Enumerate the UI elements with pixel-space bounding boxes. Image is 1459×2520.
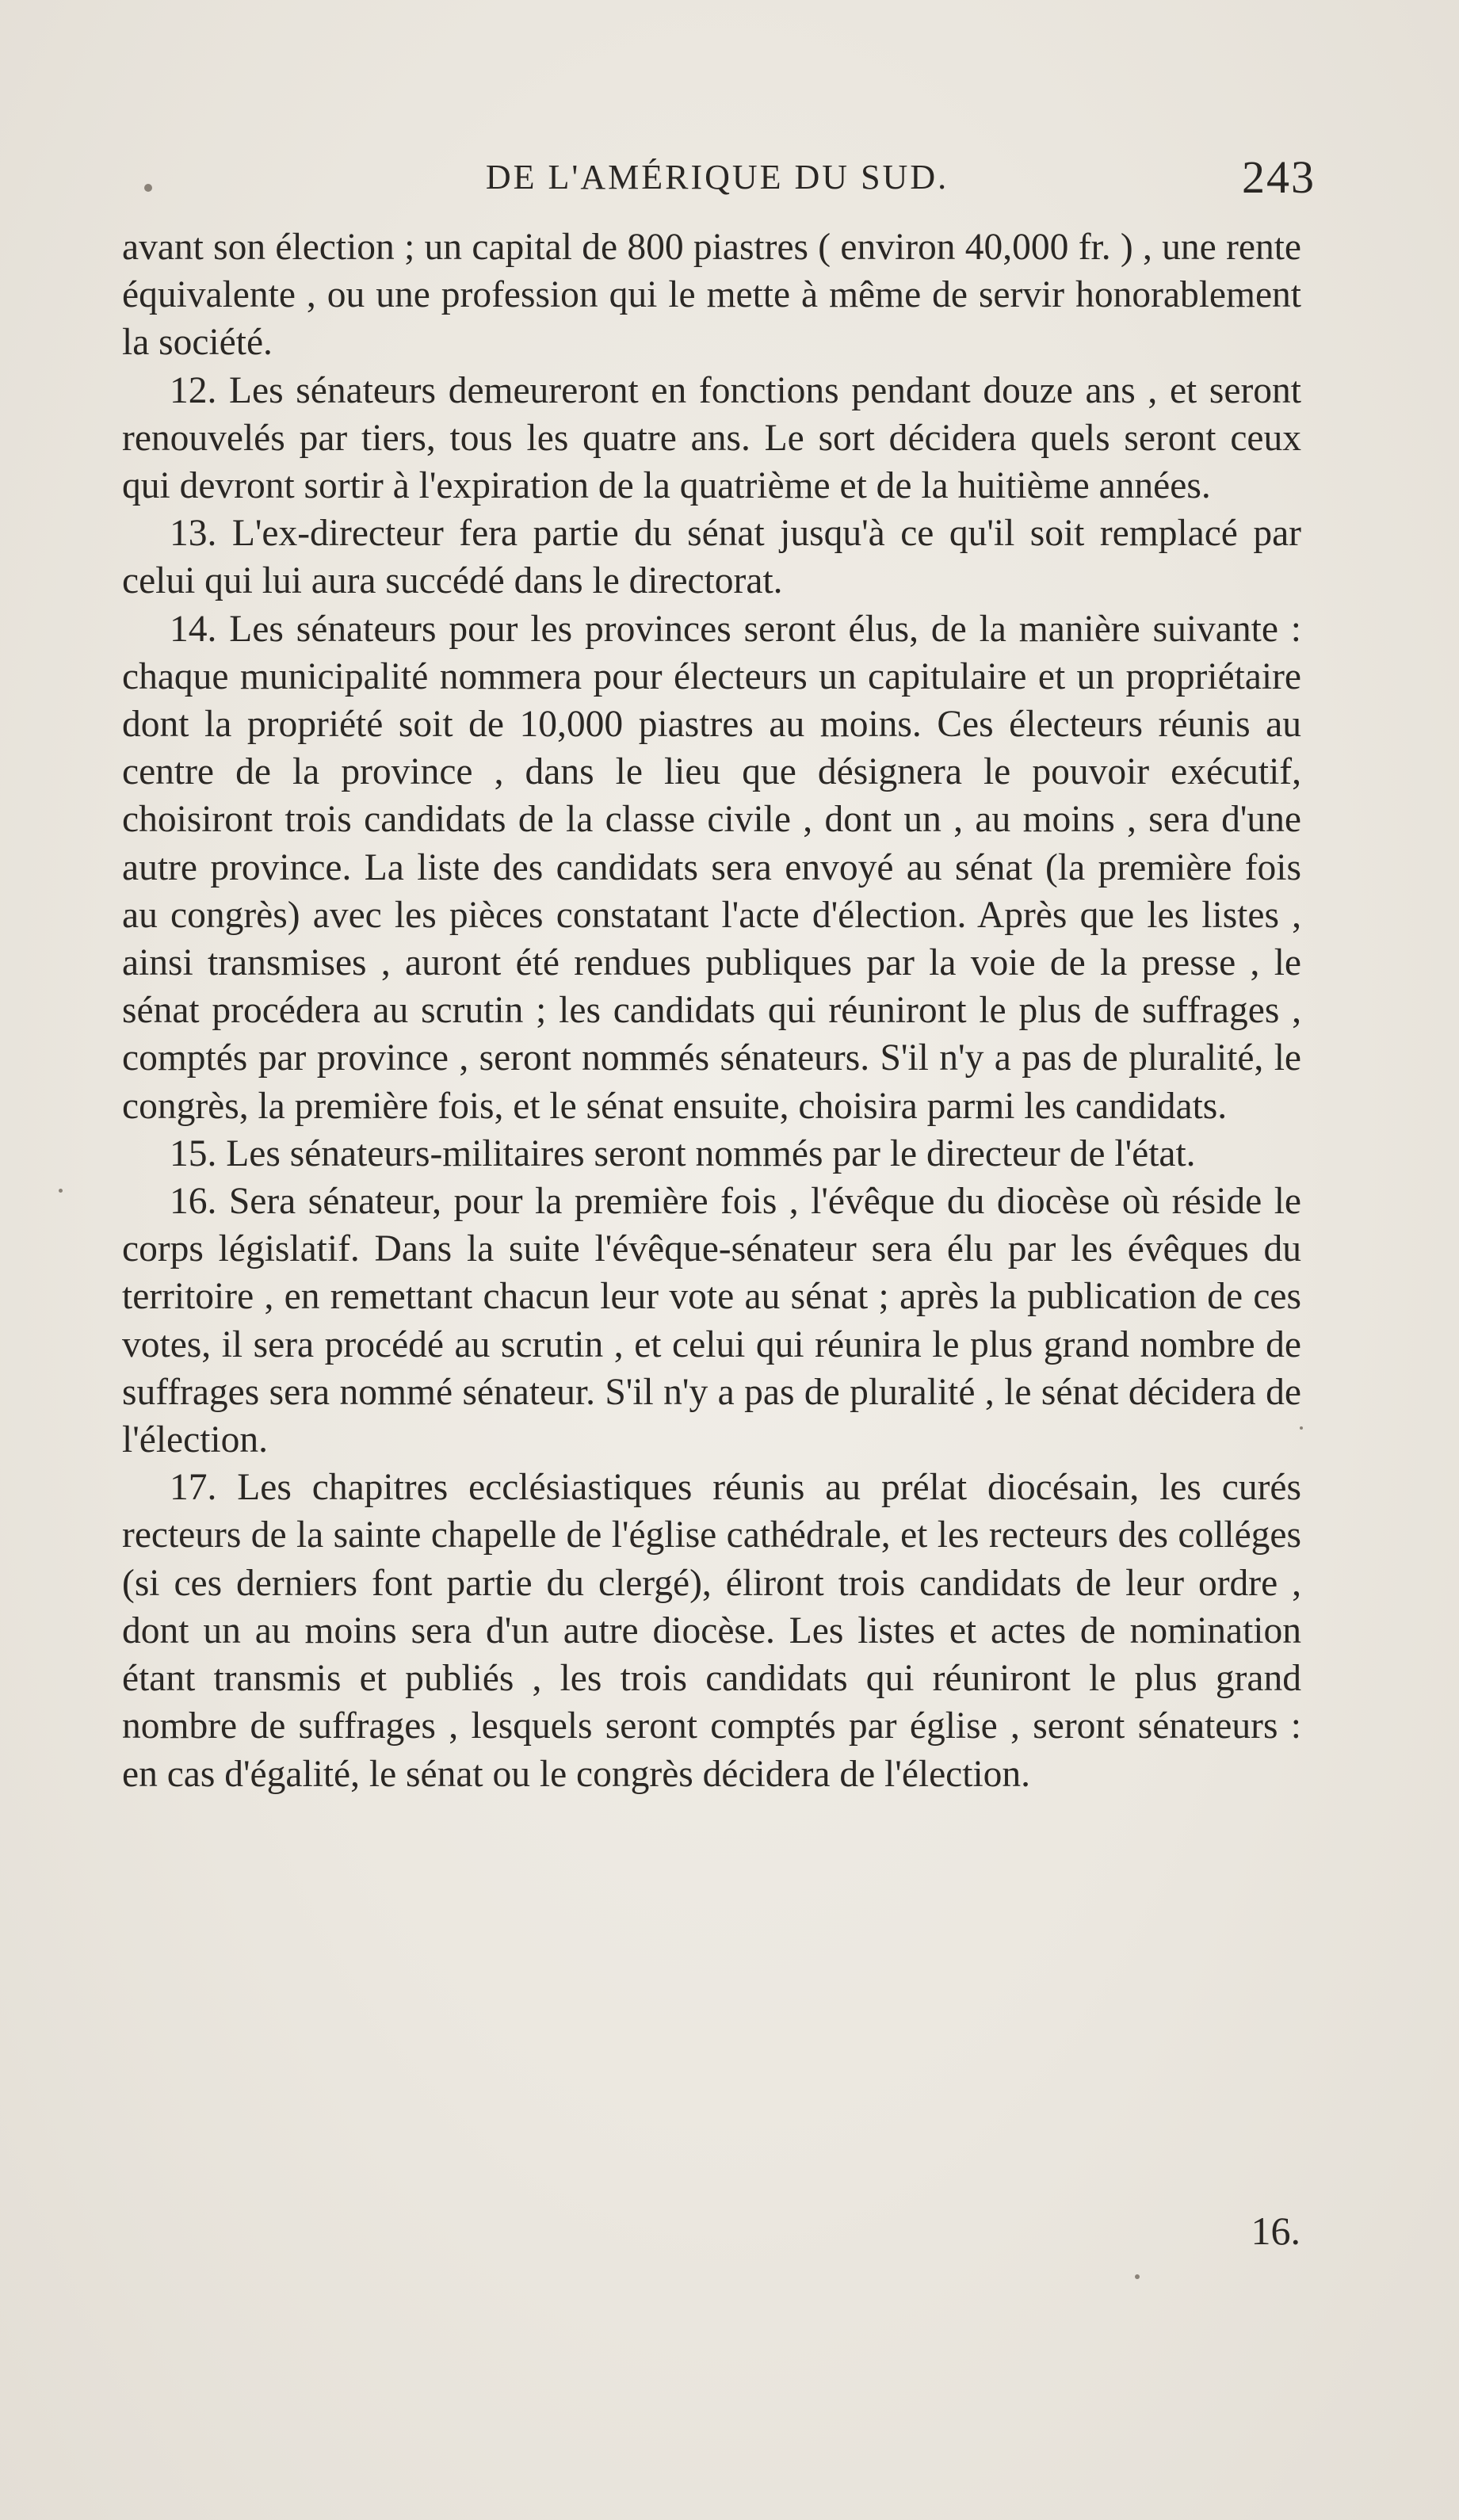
article-15: 15. Les sénateurs-militaires seront nommés par le directeur de l'état. [170,1132,1196,1174]
page-header [119,151,1316,212]
running-title: DE L'AMÉRIQUE DU SUD. [485,158,949,197]
article-12: 12. Les sénateurs demeureront en fonctions pendant douze ans , et seront renouvelés par tiers, tous les quatre ans. Le sort décidera quels seront ceux qui devront sortir à l'expiration de la quatrième et de la huitième années. [122,369,1301,507]
article-13: 13. L'ex-directeur fera partie du sénat jusqu'à ce qu'il soit remplacé par celui qui lui aura succédé dans le directorat. [122,513,1301,602]
body-text [122,223,1301,1798]
catchword: 16. [1251,2209,1300,2253]
paper-speck [1135,2274,1140,2279]
paper-speck [144,184,152,192]
paper-speck [1300,1426,1303,1430]
article-16: 16. Sera sénateur, pour la première fois , l'évêque du diocèse où réside le corps législatif. Dans la suite l'évêque-sénateur sera élu par les évêques du territoire , en remettant chacun leur vote au sénat ; après la publication de ces votes, il sera procédé au scrutin , et celui qui réunira le plus grand nombre de suffrages sera nommé sénateur. S'il n'y a pas de pluralité , le sénat décidera de l'élection. [122,1181,1301,1461]
paper-speck [59,1189,63,1193]
paragraph-continuation: avant son élection ; un capital de 800 piastres ( environ 40,000 fr. ) , une rente équivalente , ou une profession qui le mette à même de servir honorablement la société. [122,227,1301,364]
page-number: 243 [1242,151,1316,203]
article-14: 14. Les sénateurs pour les provinces seront élus, de la manière suivante : chaque municipalité nommera pour électeurs un capitulaire et un propriétaire dont la propriété soit de 10,000 piastres au moins. Ces électeurs réunis au centre de la province , dans le lieu que désignera le pouvoir exécutif, choisiront trois candidats de la classe civile , dont un , au moins , sera d'une autre province. La liste des candidats sera envoyé au sénat (la première fois au congrès) avec les pièces constatant l'acte d'élection. Après que les listes , ainsi transmises , auront été rendues publiques par la voie de la presse , le sénat procédera au scrutin ; les candidats qui réuniront le plus de suffrages , comptés par province , seront nommés sénateurs. S'il n'y a pas de pluralité, le congrès, la première fois, et le sénat ensuite, choisira parmi les candidats. [122,608,1301,1127]
article-17: 17. Les chapitres ecclésiastiques réunis au prélat diocésain, les curés recteurs de la sainte chapelle de l'église cathédrale, et les recteurs des colléges (si ces derniers font partie du clergé), éliront trois candidats de leur ordre , dont un au moins sera d'un autre diocèse. Les listes et actes de nomination étant transmis et publiés , les trois candidats qui réuniront le plus grand nombre de suffrages , lesquels seront comptés par église , seront sénateurs : en cas d'égalité, le sénat ou le congrès décidera de l'élection. [122,1467,1301,1795]
